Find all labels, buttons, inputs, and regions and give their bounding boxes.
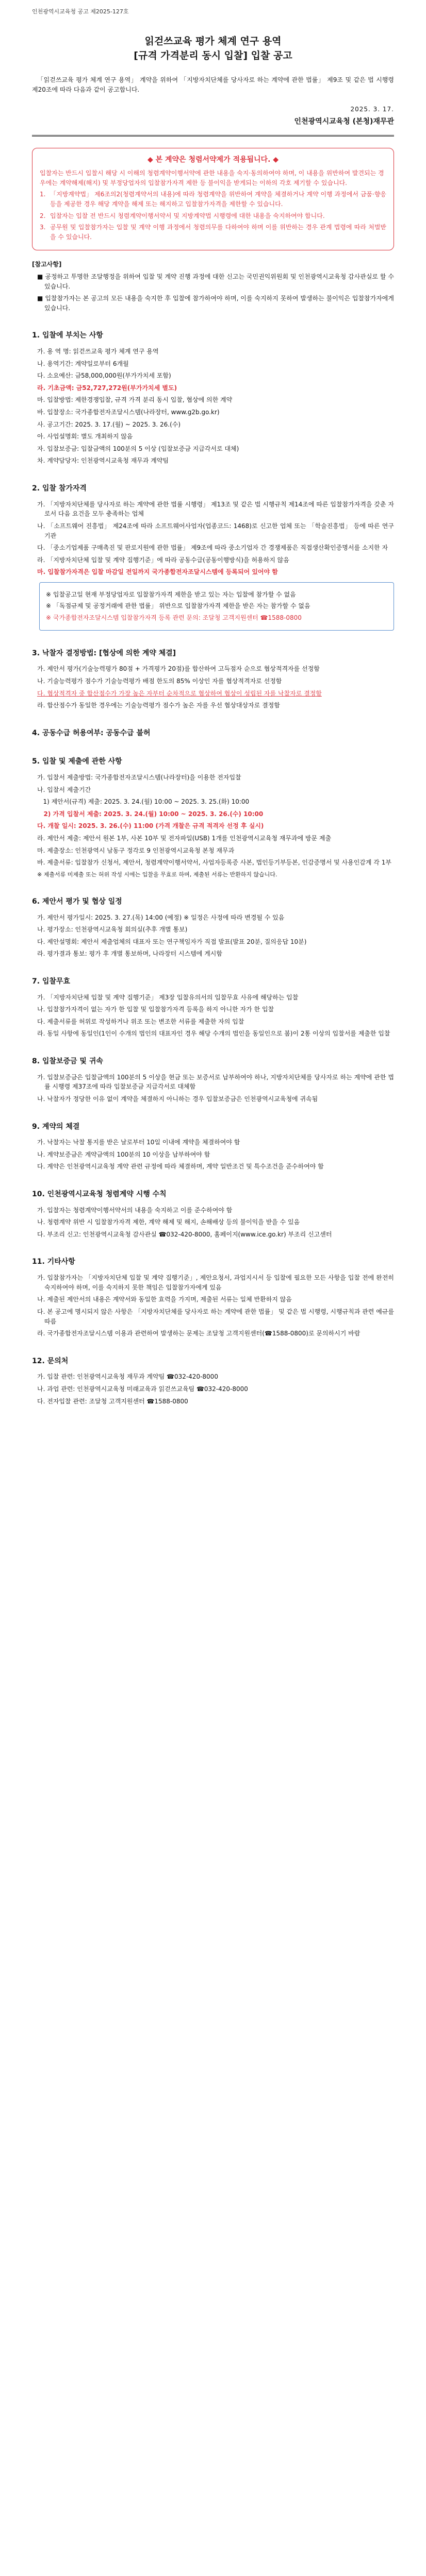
section-item: 다. 부조리 신고: 인천광역시교육청 감사관실 ☎032-420-8000, 홈페이지(www.ice.go.kr) 부조리 신고센터	[37, 1230, 332, 1238]
section-item: 라. 동일 사항에 동일인(1인이 수개의 법인의 대표자인 경우 해당 수개의 법인을 동일인으로 봄)이 2통 이상의 입찰서를 제출한 입찰	[37, 1030, 390, 1038]
section-item: 라. 제안서 제출: 제안서 원본 1부, 사본 10부 및 전자파일(USB) 1개를 인천광역시교육청 재무과에 방문 제출	[37, 835, 332, 842]
section-item: 나. 「소프트웨어 진흥법」 제24조에 따라 소프트웨어사업자(업종코드: 1468)로 신고한 업체 또는 「학술진흥법」 등에 따른 연구기관	[37, 522, 394, 539]
section-item: 나. 평가장소: 인천광역시교육청 회의실(추후 개별 통보)	[37, 926, 188, 934]
section-item: 다. 제안설명회: 제안서 제출업체의 대표자 또는 연구책임자가 직접 발표(발표 20분, 질의응답 10분)	[37, 938, 307, 945]
integrity-notice-intro: 입찰자는 반드시 입찰시 해당 시 이해의 청렴계약이행서약에 관한 내용을 숙지·동의하여야 하며, 이 내용을 위반하여 발견되는 경우에는 계약해제(해지) 및 부정당업자의 입찰참가자격 제한 등 불이익을 받게되는 이하의 각호 제기할 수 있습니다.	[40, 170, 384, 187]
reference-item: ■ 입찰참가자는 본 공고의 모든 내용을 숙지한 후 입찰에 참가하여야 하며, 이를 숙지하지 못하여 발생하는 불이익은 입찰참가자에게 있습니다.	[37, 295, 394, 312]
section-item: 나. 청렴계약 위반 시 입찰참가자격 제한, 계약 해제 및 해지, 손해배상 등의 불이익을 받을 수 있음	[37, 1218, 300, 1226]
section-title: 7. 입찰무효	[32, 977, 71, 986]
section-item: 다. 계약은 인천광역시교육청 계약 관련 규정에 따라 체결하며, 계약 일반조건 및 특수조건을 준수하여야 함	[37, 1163, 324, 1171]
divider	[32, 135, 394, 137]
section-bid-bond	[32, 1056, 394, 1104]
section-item: 가. 제안서 평가(기술능력평가 80점 + 가격평가 20점)를 합산하여 고득점자 순으로 협상적격자를 선정함	[37, 665, 320, 673]
contact-item: 가. 입찰 관련: 인천광역시교육청 재무과 계약팀 ☎032-420-8000	[37, 1373, 218, 1381]
integrity-notice-item: 3. 공무원 및 입찰참가자는 입찰 및 계약 이행 과정에서 청렴의무를 다하여야 하며 이를 위반하는 경우 관계 법령에 따라 처벌받을 수 있습니다.	[40, 224, 386, 241]
section-other	[32, 1257, 394, 1338]
integrity-notice-title: ◆ 본 계약은 청렴서약제가 적용됩니다. ◆	[147, 155, 279, 164]
intro-paragraph: 「읽걷쓰교육 평가 체계 연구 용역」 계약을 위하여 「지방자치단체를 당사자로 하는 계약에 관한 법률」 제9조 및 같은 법 시행령 제20조에 따라 다음과 같이 공고합니다.	[32, 76, 394, 93]
section-item: 나. 제출된 제안서의 내용은 계약서와 동일한 효력을 가지며, 제출된 서류는 일체 반환하지 않음	[37, 1296, 292, 1303]
issuing-agency: 인천광역시교육청 (본청)재무관	[294, 117, 394, 126]
contact-item: 다. 전자입찰 관련: 조달청 고객지원센터 ☎1588-0800	[37, 1397, 188, 1405]
section-item: 2) 가격 입찰서 제출: 2025. 3. 24.(월) 10:00 ~ 2025. 3. 26.(수) 10:00	[37, 810, 264, 818]
section-title: 2. 입찰 참가자격	[32, 484, 87, 493]
section-item: 다. 제출서류를 허위로 작성하거나 위조 또는 변조한 서류를 제출한 자의 입찰	[37, 1018, 244, 1025]
section-note: ※ 제출서류 미제출 또는 허위 작성 시에는 입찰을 무효로 하며, 제출된 서류는 반환하지 않습니다.	[37, 871, 277, 878]
section-title: 5. 입찰 및 제출에 관한 사항	[32, 757, 122, 766]
section-contact	[32, 1356, 394, 1406]
title-text: 읽걷쓰교육 평가 체계 연구 용역 [규격 가격분리 동시 입찰] 입찰 공고	[134, 36, 292, 61]
section-item: 바. 입찰장소: 국가종합전자조달시스템(나라장터, www.g2b.go.kr)	[37, 409, 220, 416]
section-item: 나. 입찰참가자격이 없는 자가 한 입찰 및 입찰참가자격 등록을 하지 아니한 자가 한 입찰	[37, 1006, 274, 1013]
page-title	[32, 35, 394, 63]
section-title: 9. 계약의 체결	[32, 1122, 80, 1131]
document-number: 인천광역시교육청 공고 제2025-127호	[32, 8, 129, 15]
section-title: 8. 입찰보증금 및 귀속	[32, 1057, 103, 1066]
section-item: 다. 「중소기업제품 구매촉진 및 판로지원에 관한 법률」 제9조에 따라 중소기업자 간 경쟁제품은 직접생산확인증명서를 소지한 자	[37, 544, 388, 552]
reference-item: ■ 공정하고 투명한 조달행정을 위하여 입찰 및 계약 진행 과정에 대한 신고는 국민권익위원회 및 인천광역시교육청 감사관실로 할 수 있습니다.	[37, 273, 394, 290]
section-eligibility	[32, 483, 394, 631]
section-item: 아. 사업설명회: 별도 개최하지 않음	[37, 433, 133, 440]
section-item: 가. 낙찰자는 낙찰 통지를 받은 날로부터 10일 이내에 계약을 체결하여야 함	[37, 1139, 240, 1146]
section-item: 가. 입찰보증금은 입찰금액의 100분의 5 이상을 현금 또는 보증서로 납부하여야 하나, 지방자치단체를 당사자로 하는 계약에 관한 법률 시행령 제37조에 따라 입찰보증금 지급각서로 대체함	[37, 1073, 394, 1091]
section-title: 11. 기타사항	[32, 1258, 75, 1266]
section-joint-bid	[32, 728, 394, 739]
section-item: 사. 공고기간: 2025. 3. 17.(월) ~ 2025. 3. 26.(수)	[37, 420, 181, 428]
section-item: 가. 입찰참가자는 「지방자치단체 입찰 및 계약 집행기준」, 제안요청서, 과업지시서 등 입찰에 필요한 모든 사항을 입찰 전에 완전히 숙지하여야 하며, 이를 숙지하지 못한 책임은 입찰참가자에게 있음	[37, 1274, 394, 1291]
note-item: ※ 입찰공고일 현재 부정당업자로 입찰참가자격 제한을 받고 있는 자는 입찰에 참가할 수 없음	[46, 590, 296, 598]
section-item: 나. 입찰서 제출기간	[37, 786, 91, 793]
section-contract	[32, 1122, 394, 1172]
section-item: 가. 「지방자치단체 입찰 및 계약 집행기준」 제3장 입찰유의서의 입찰무효 사유에 해당하는 입찰	[37, 993, 299, 1001]
section-title: 3. 낙찰자 결정방법: [협상에 의한 계약 체결]	[32, 649, 176, 657]
section-title: 1. 입찰에 부치는 사항	[32, 331, 103, 340]
section-item: 차. 계약담당자: 인천광역시교육청 재무과 계약팀	[37, 457, 169, 465]
section-title: 4. 공동수급 허용여부: 공동수급 불허	[32, 728, 151, 737]
section-item: 라. 평가결과 통보: 평가 후 개별 통보하며, 나라장터 시스템에 게시함	[37, 950, 222, 958]
section-title: 12. 문의처	[32, 1357, 69, 1365]
section-bid-items	[32, 330, 394, 466]
contact-item: 나. 과업 관련: 인천광역시교육청 미래교육과 읽걷쓰교육팀 ☎032-420-8000	[37, 1385, 248, 1393]
section-item: 나. 계약보증금은 계약금액의 100분의 10 이상을 납부하여야 함	[37, 1150, 210, 1158]
eligibility-note-box	[39, 582, 394, 631]
section-evaluation	[32, 896, 394, 959]
section-item: 마. 입찰방법: 제한경쟁입찰, 규격 가격 분리 동시 입찰, 협상에 의한 계약	[37, 396, 233, 404]
note-item: ※ 국가종합전자조달시스템 입찰참가자격 등록 관련 문의: 조달청 고객지원센터 ☎1588-0800	[46, 614, 302, 622]
notice-date: 2025. 3. 17.	[350, 106, 394, 113]
section-item: 마. 제출장소: 인천광역시 남동구 정각로 9 인천광역시교육청 본청 재무과	[37, 846, 235, 854]
section-item: 마. 입찰참가자격은 입찰 마감일 전일까지 국가종합전자조달시스템에 등록되어 있어야 함	[37, 568, 278, 576]
section-submission	[32, 756, 394, 878]
integrity-notice-item: 2. 입찰자는 입찰 전 반드시 청렴계약이행서약서 및 지방계약법 시행령에 대한 내용을 숙지하여야 합니다.	[40, 212, 325, 219]
note-item: ※ 「독점규제 및 공정거래에 관한 법률」 위반으로 입찰참가자격 제한을 받은 자는 참가할 수 없음	[46, 602, 310, 610]
section-item: 가. 입찰서 제출방법: 국가종합전자조달시스템(나라장터)을 이용한 전자입찰	[37, 774, 241, 782]
section-item: 라. 국가종합전자조달시스템 이용과 관련하여 발생하는 문제는 조달청 고객지원센터(☎1588-0800)로 문의하시기 바람	[37, 1330, 361, 1337]
section-item: 나. 기술능력평가 점수가 기술능력평가 배점 한도의 85% 이상인 자를 협상적격자로 선정함	[37, 677, 282, 685]
section-item: 다. 소요예산: 금58,000,000원(부가가치세 포함)	[37, 372, 171, 380]
section-item: 나. 낙찰자가 정당한 이유 없이 계약을 체결하지 아니하는 경우 입찰보증금은 인천광역시교육청에 귀속됨	[37, 1095, 318, 1103]
section-item: 가. 제안서 평가일시: 2025. 3. 27.(목) 14:00 (예정) ※ 일정은 사정에 따라 변경될 수 있음	[37, 913, 285, 921]
section-item: 가. 용 역 명: 읽걷쓰교육 평가 체계 연구 용역	[37, 348, 159, 355]
section-integrity-rules	[32, 1189, 394, 1239]
section-invalid-bid	[32, 976, 394, 1039]
section-title: 10. 인천광역시교육청 청렴계약 시행 수칙	[32, 1190, 167, 1198]
section-item: 다. 협상적격자 중 합산점수가 가장 높은 자부터 순차적으로 협상하여 협상이 성립된 자를 낙찰자로 결정함	[37, 689, 322, 697]
section-item: 나. 용역기간: 계약일로부터 6개월	[37, 360, 129, 367]
section-item: 1) 제안서(규격) 제출: 2025. 3. 24.(월) 10:00 ~ 2025. 3. 25.(화) 10:00	[37, 798, 250, 806]
section-item: 라. 합산점수가 동일한 경우에는 기술능력평가 점수가 높은 자를 우선 협상대상자로 결정함	[37, 702, 280, 709]
section-award-method	[32, 648, 394, 710]
section-item: 바. 제출서류: 입찰참가 신청서, 제안서, 청렴계약이행서약서, 사업자등록증 사본, 법인등기부등본, 인감증명서 및 사용인감계 각 1부	[37, 859, 391, 867]
integrity-notice-item: 1. 「지방계약법」 제6조의2(청렴계약서의 내용)에 따라 청렴계약을 위반하여 계약을 체결하거나 계약 이행 과정에서 금품·향응 등을 제공한 경우 해당 계약을 해제 또는 해지하고 입찰참가자격을 제한할 수 있습니다.	[40, 191, 386, 208]
section-item: 라. 기초금액: 금52,727,272원(부가가치세 별도)	[37, 384, 177, 392]
section-item: 가. 「지방자치단체를 당사자로 하는 계약에 관한 법률 시행령」 제13조 및 같은 법 시행규칙 제14조에 따른 입찰참가자격을 갖춘 자로서 다음 요건을 모두 충족하는 업체	[37, 500, 394, 518]
reference-heading: [참고사항]	[32, 261, 62, 268]
section-item: 다. 본 공고에 명시되지 않은 사항은 「지방자치단체를 당사자로 하는 계약에 관한 법률」 및 같은 법 시행령, 시행규칙과 관련 예규를 따름	[37, 1308, 394, 1325]
section-item: 자. 입찰보증금: 입찰금액의 100분의 5 이상 (입찰보증금 지급각서로 대체)	[37, 445, 239, 452]
section-item: 라. 「지방자치단체 입찰 및 계약 집행기준」에 따라 공동수급(공동이행방식)을 허용하지 않음	[37, 556, 289, 564]
section-item: 가. 입찰자는 청렴계약이행서약서의 내용을 숙지하고 이를 준수하여야 함	[37, 1206, 233, 1214]
section-item: 다. 개찰 일시: 2025. 3. 26.(수) 11:00 (가격 개찰은 규격 적격자 선정 후 실시)	[37, 822, 264, 830]
section-title: 6. 제안서 평가 및 협상 일정	[32, 897, 122, 906]
integrity-notice-box	[32, 148, 394, 251]
